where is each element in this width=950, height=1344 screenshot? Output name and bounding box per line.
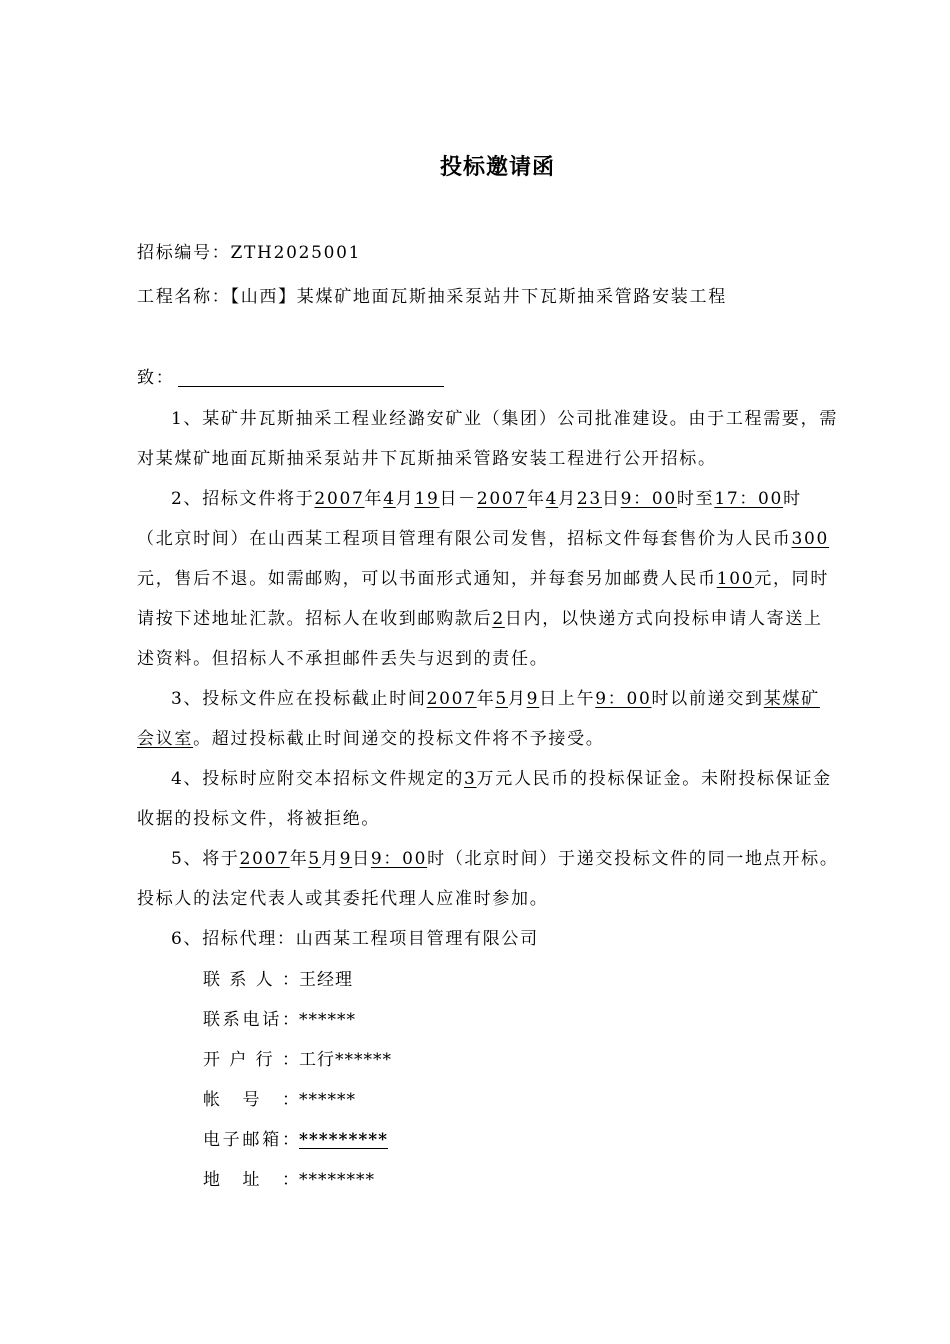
paragraph-5-line-2: 投标人的法定代表人或其委托代理人应准时参加。 — [137, 889, 549, 909]
paragraph-3-line-2: 会议室。超过投标截止时间递交的投标文件将不予接受。 — [137, 729, 605, 749]
paragraph-2-line-5: 述资料。但招标人不承担邮件丢失与迟到的责任。 — [137, 649, 549, 669]
contact-account: 帐号：****** — [203, 1090, 356, 1110]
contact-email: 电子邮箱：********* — [203, 1130, 389, 1150]
contact-bank: 开户行：工行****** — [203, 1050, 392, 1070]
email-link[interactable]: ********* — [299, 1130, 389, 1150]
addressee-blank[interactable] — [178, 368, 444, 387]
paragraph-5-line-1: 5、将于2007年5月9日9：00时（北京时间）于递交投标文件的同一地点开标。 — [171, 849, 839, 869]
paragraph-4-line-2: 收据的投标文件，将被拒绝。 — [137, 809, 381, 829]
document-title: 投标邀请函 — [439, 154, 555, 180]
tender-number: 招标编号：ZTH2025001 — [137, 243, 362, 263]
contact-address: 地址：******** — [203, 1170, 375, 1190]
paragraph-1-line-2: 对某煤矿地面瓦斯抽采泵站井下瓦斯抽采管路安装工程进行公开招标。 — [137, 449, 717, 469]
paragraph-2-line-3: 元，售后不退。如需邮购，可以书面形式通知，并每套另加邮费人民币100元，同时 — [137, 569, 830, 589]
project-name: 工程名称：【山西】某煤矿地面瓦斯抽采泵站井下瓦斯抽采管路安装工程 — [137, 287, 727, 307]
addressee-line: 致： — [137, 363, 861, 388]
paragraph-4-line-1: 4、投标时应附交本招标文件规定的3万元人民币的投标保证金。未附投标保证金 — [171, 769, 832, 789]
contact-person: 联系人：王经理 — [203, 970, 353, 990]
paragraph-2-line-1: 2、招标文件将于2007年4月19日－2007年4月23日9：00时至17：00时 — [171, 489, 802, 509]
paragraph-3-line-1: 3、投标文件应在投标截止时间2007年5月9日上午9：00时以前递交到某煤矿 — [171, 689, 820, 709]
paragraph-2-line-4: 请按下述地址汇款。招标人在收到邮购款后2日内，以快递方式向投标申请人寄送上 — [137, 609, 823, 629]
paragraph-1-line-1: 1、某矿井瓦斯抽采工程业经潞安矿业（集团）公司批准建设。由于工程需要，需 — [171, 409, 839, 429]
paragraph-2-line-2: （北京时间）在山西某工程项目管理有限公司发售，招标文件每套售价为人民币300 — [137, 529, 830, 549]
agency-line: 6、招标代理：山西某工程项目管理有限公司 — [171, 929, 539, 949]
contact-phone: 联系电话：****** — [203, 1010, 356, 1030]
